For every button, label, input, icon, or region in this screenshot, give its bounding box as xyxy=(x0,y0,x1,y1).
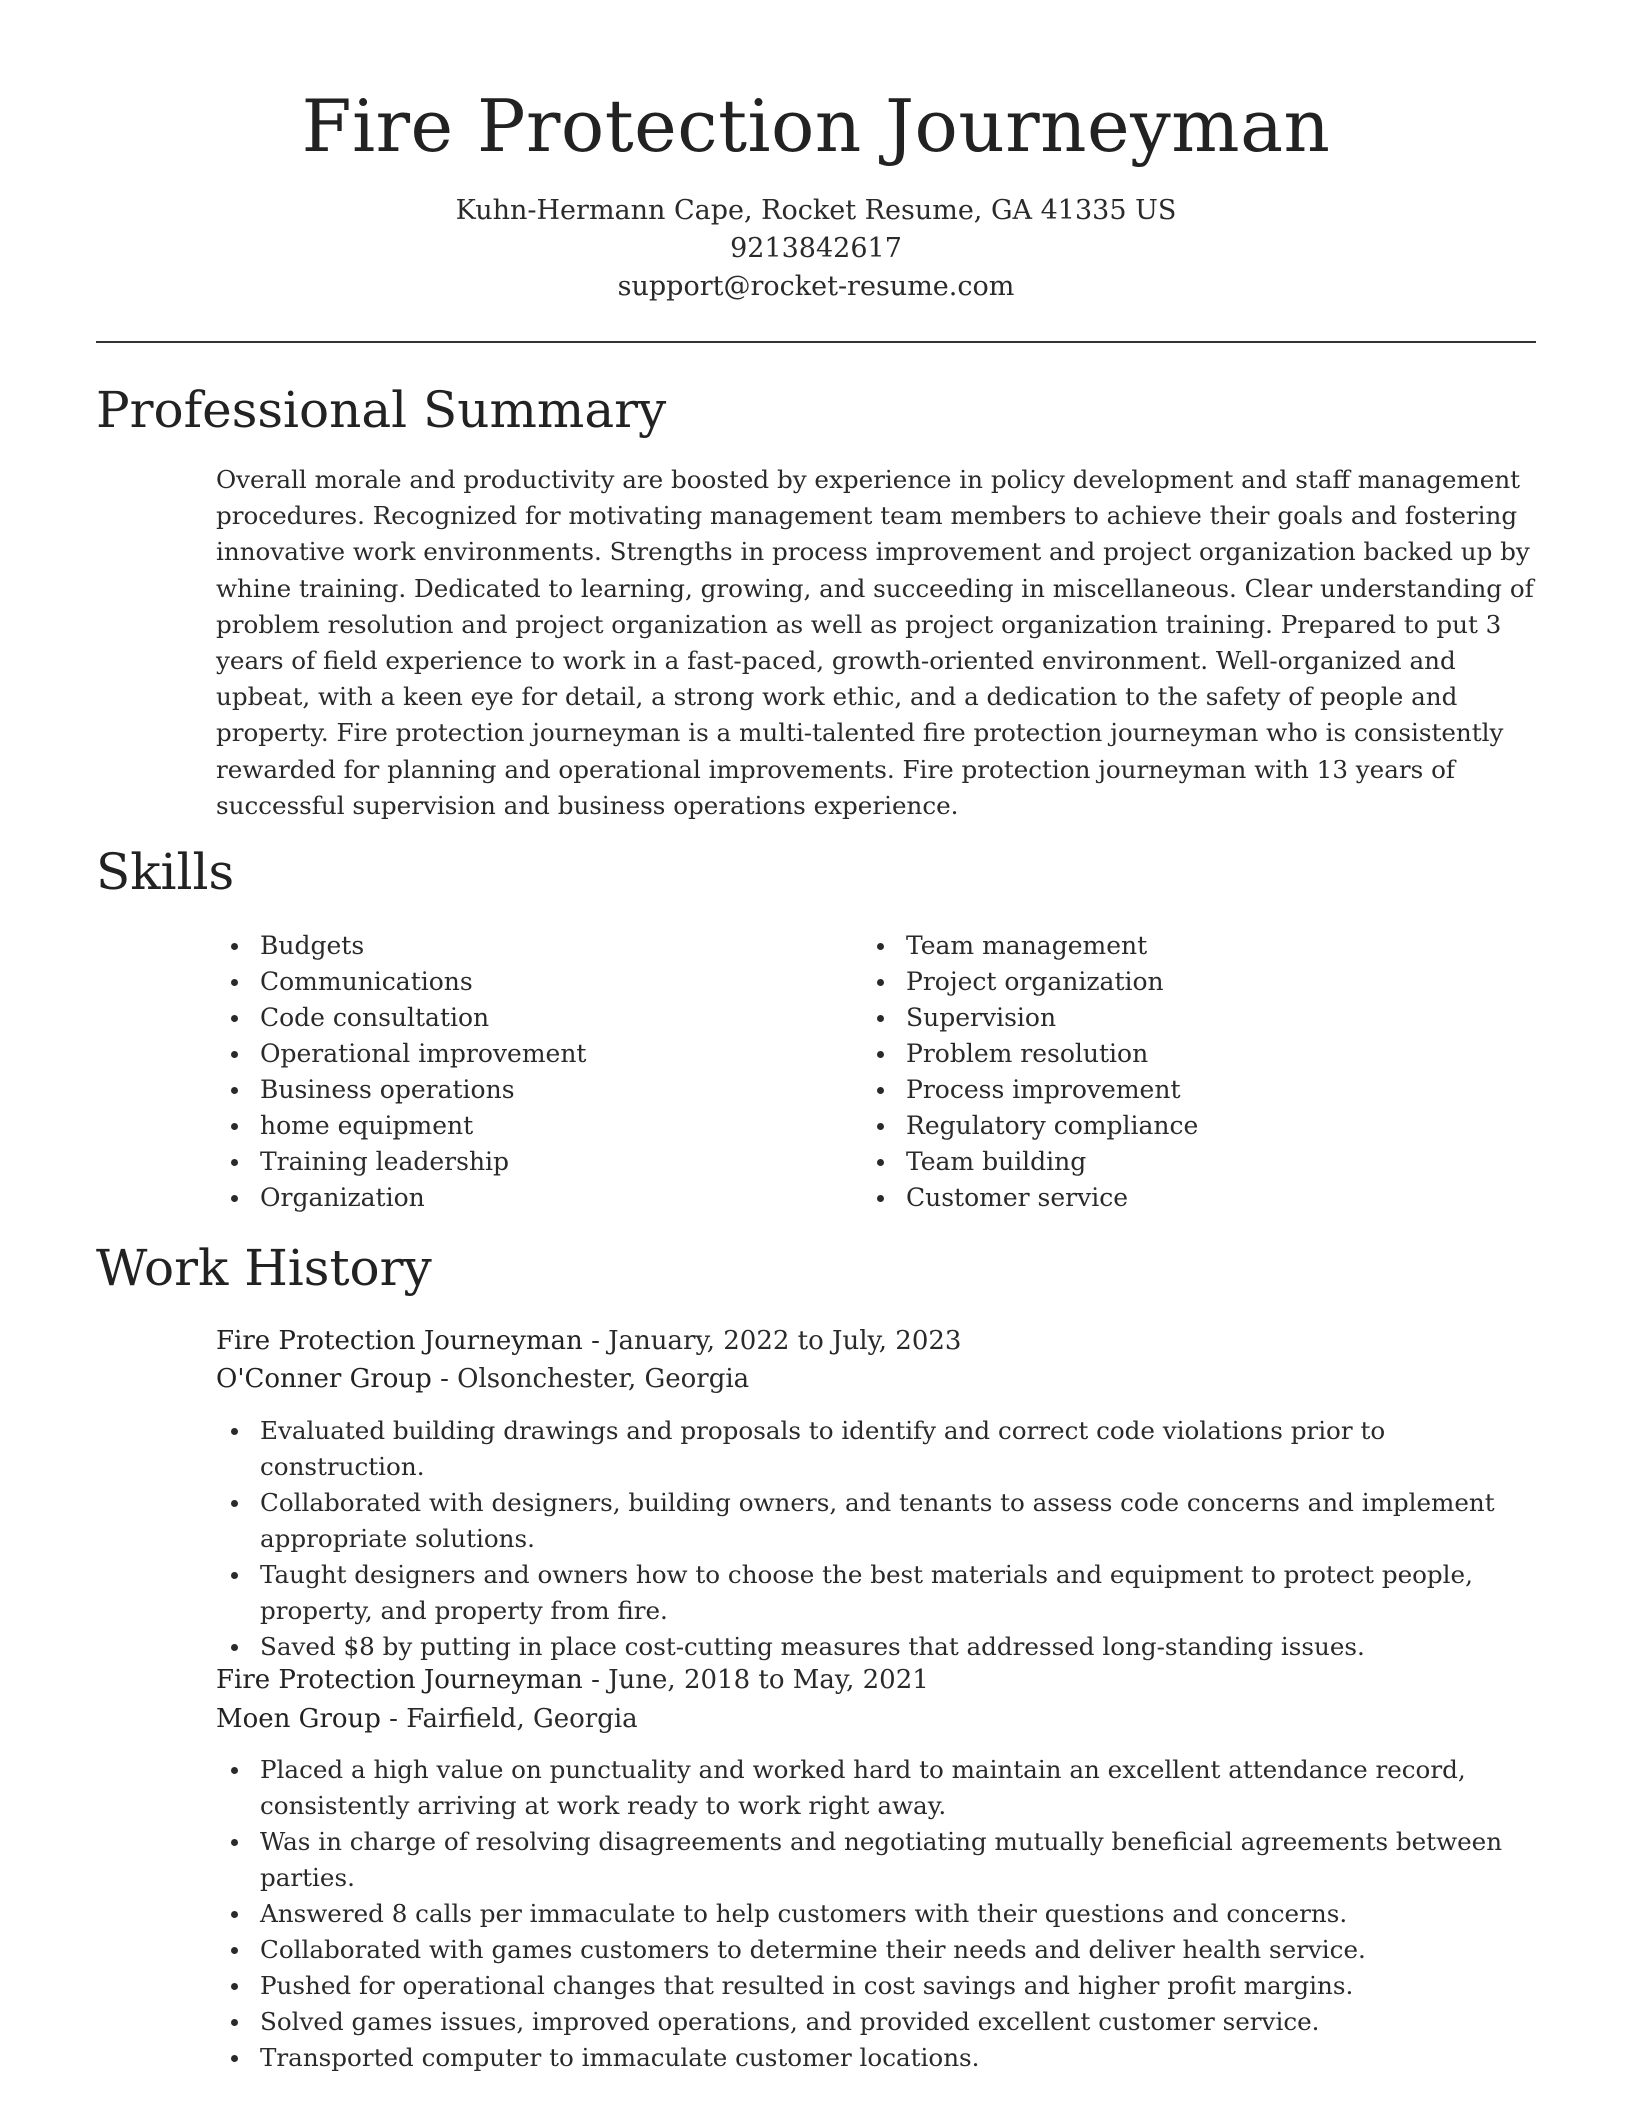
job-dates: - January, 2022 to July, 2023 xyxy=(582,1326,962,1356)
skills-list-left xyxy=(216,928,816,1216)
skill-item: Customer service xyxy=(862,1180,1502,1216)
summary-text: Overall morale and productivity are boosted by experience in policy development and staff management procedures. Recognized for motivating management team members to achieve their goals and fostering innovative work environments. Strengths in process improvement and project organization backed up by whine training. Dedicated to learning, growing, and succeeding in miscellaneous. Clear understanding of problem resolution and project organization as well as project organization training. Prepared to put 3 years of field experience to work in a fast-paced, growth-oriented environment. Well-organized and upbeat, with a keen eye for detail, a strong work ethic, and a dedication to the safety of people and property. Fire protection journeyman is a multi-talented fire protection journeyman who is consistently rewarded for planning and operational improvements. Fire protection journeyman with 13 years of successful supervision and business operations experience. xyxy=(216,465,1534,820)
skill-item: Operational improvement xyxy=(216,1036,816,1072)
job-bullet: Was in charge of resolving disagreements and negotiating mutually beneficial agreements between parties. xyxy=(216,1824,1538,1896)
job-bullets xyxy=(216,1413,1538,1665)
skill-item: Organization xyxy=(216,1180,816,1216)
job-position: Fire Protection Journeyman xyxy=(216,1326,583,1356)
job-bullet: Solved games issues, improved operations, and provided excellent customer service. xyxy=(216,2004,1538,2040)
skills-heading: Skills xyxy=(96,843,235,901)
skill-item: home equipment xyxy=(216,1108,816,1144)
skill-item: Communications xyxy=(216,964,816,1000)
skill-item: Business operations xyxy=(216,1072,816,1108)
job-bullets xyxy=(216,1752,1538,2076)
skill-item: Code consultation xyxy=(216,1000,816,1036)
job-bullet: Answered 8 calls per immaculate to help customers with their questions and concerns. xyxy=(216,1896,1538,1932)
job-company-line xyxy=(216,1700,638,1738)
job-bullet: Taught designers and owners how to choose the best materials and equipment to protect people, property, and property from fire. xyxy=(216,1557,1538,1629)
work-history-heading: Work History xyxy=(96,1239,432,1297)
job-bullet: Placed a high value on punctuality and worked hard to maintain an excellent attendance record, consistently arriving at work ready to work right away. xyxy=(216,1752,1538,1824)
skill-item: Supervision xyxy=(862,1000,1502,1036)
skill-item: Project organization xyxy=(862,964,1502,1000)
job-bullet: Pushed for operational changes that resulted in cost savings and higher profit margins. xyxy=(216,1968,1538,2004)
header-divider xyxy=(96,341,1536,343)
job-company-line xyxy=(216,1360,749,1398)
resume-name: Fire Protection Journeyman xyxy=(301,84,1331,168)
job-location: - Fairfield, Georgia xyxy=(380,1704,638,1734)
job-title-line xyxy=(216,1322,961,1360)
skill-item: Training leadership xyxy=(216,1144,816,1180)
job-bullet: Collaborated with designers, building owners, and tenants to assess code concerns and implement appropriate solutions. xyxy=(216,1485,1538,1557)
job-position: Fire Protection Journeyman xyxy=(216,1665,583,1695)
job-dates: - June, 2018 to May, 2021 xyxy=(582,1665,929,1695)
skill-item: Team management xyxy=(862,928,1502,964)
contact-email: support@rocket-resume.com xyxy=(617,271,1015,302)
summary-heading: Professional Summary xyxy=(96,381,667,439)
skill-item: Regulatory compliance xyxy=(862,1108,1502,1144)
skill-item: Team building xyxy=(862,1144,1502,1180)
skill-item: Process improvement xyxy=(862,1072,1502,1108)
job-company: O'Conner Group xyxy=(216,1364,432,1394)
skill-item: Budgets xyxy=(216,928,816,964)
job-bullet: Evaluated building drawings and proposals to identify and correct code violations prior to construction. xyxy=(216,1413,1538,1485)
job-title-line xyxy=(216,1661,929,1699)
job-bullet: Transported computer to immaculate customer locations. xyxy=(216,2040,1538,2076)
contact-address: Kuhn-Hermann Cape, Rocket Resume, GA 41335 US xyxy=(455,195,1177,226)
contact-block xyxy=(0,192,1632,306)
contact-phone: 9213842617 xyxy=(730,233,902,264)
job-bullet: Saved $8 by putting in place cost-cutting measures that addressed long-standing issues. xyxy=(216,1629,1538,1665)
skill-item: Problem resolution xyxy=(862,1036,1502,1072)
job-company: Moen Group xyxy=(216,1704,381,1734)
job-location: - Olsonchester, Georgia xyxy=(431,1364,750,1394)
job-bullet: Collaborated with games customers to determine their needs and deliver health service. xyxy=(216,1932,1538,1968)
skills-list-right xyxy=(862,928,1502,1216)
